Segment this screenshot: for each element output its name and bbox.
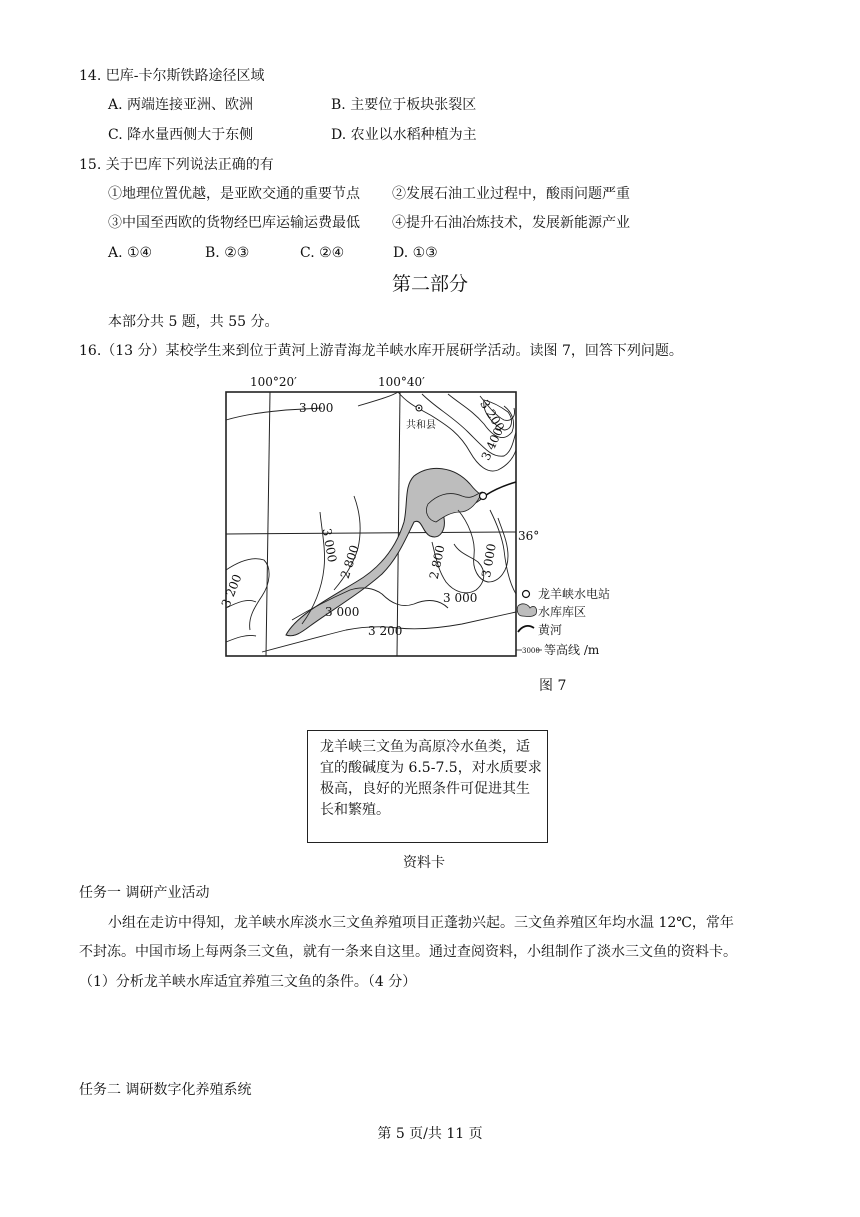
q15-option-d: D. ①③ bbox=[393, 245, 438, 261]
q15-statement-1: ①地理位置优越，是亚欧交通的重要节点 bbox=[108, 186, 360, 202]
q14-option-b: B. 主要位于板块张裂区 bbox=[331, 97, 477, 113]
q15-option-b: B. ②③ bbox=[205, 245, 250, 261]
legend-contour-label: 等高线 /m bbox=[544, 643, 600, 657]
section-title: 第二部分 bbox=[391, 273, 468, 295]
legend-station-icon bbox=[523, 591, 530, 598]
task1-question-1: （1）分析龙羊峡水库适宜养殖三文鱼的条件。（4 分） bbox=[79, 974, 417, 990]
yellow-river bbox=[486, 482, 516, 495]
q15-option-a: A. ①④ bbox=[108, 245, 153, 261]
county-label: 共和县 bbox=[406, 420, 436, 431]
contour-label: 3 000 bbox=[299, 401, 334, 415]
contour-label: 3 200 bbox=[477, 397, 508, 434]
legend-river-label: 黄河 bbox=[538, 623, 563, 637]
q16-stem: 16.（13 分）某校学生来到位于黄河上游青海龙羊峡水库开展研学活动。读图 7，回答下列问题。 bbox=[79, 343, 683, 359]
q15-stem: 15. 关于巴库下列说法正确的有 bbox=[79, 157, 274, 173]
figure-caption: 图 7 bbox=[539, 678, 567, 694]
contour-line bbox=[226, 635, 256, 642]
q14-option-c: C. 降水量西侧大于东侧 bbox=[108, 127, 254, 143]
task1-paragraph-line2: 不封冻。中国市场上每两条三文鱼，就有一条来自这里。通过查阅资料，小组制作了淡水三文鱼的资料卡。 bbox=[79, 944, 737, 960]
contour-label: 3 000 bbox=[319, 527, 340, 564]
legend-station-label: 龙羊峡水电站 bbox=[538, 587, 611, 601]
q14-stem: 14. 巴库-卡尔斯铁路途径区域 bbox=[79, 68, 265, 84]
contour-label: 3 200 bbox=[218, 572, 245, 610]
data-card bbox=[307, 730, 548, 843]
section-intro: 本部分共 5 题，共 55 分。 bbox=[108, 314, 279, 330]
meridian-1 bbox=[266, 392, 270, 656]
contour-label: 3 200 bbox=[368, 624, 403, 638]
q15-statement-3: ③中国至西欧的货物经巴库运输运费最低 bbox=[108, 215, 360, 231]
task2-title: 任务二 调研数字化养殖系统 bbox=[79, 1082, 252, 1098]
task1-title: 任务一 调研产业活动 bbox=[79, 885, 210, 901]
contour-line bbox=[358, 392, 398, 406]
legend-river-icon bbox=[518, 626, 534, 632]
contour-map bbox=[218, 372, 642, 670]
contour-label: 2 800 bbox=[426, 543, 448, 581]
q14-option-d: D. 农业以水稻种植为主 bbox=[331, 127, 477, 143]
parallel-36 bbox=[226, 532, 516, 534]
q14-option-a: A. 两端连接亚洲、欧洲 bbox=[108, 97, 254, 113]
latitude-label: 36° bbox=[518, 529, 540, 543]
contour-label: 3 400 bbox=[478, 425, 506, 463]
q15-statement-4: ④提升石油冶炼技术，发展新能源产业 bbox=[392, 215, 630, 231]
data-card-caption: 资料卡 bbox=[403, 855, 445, 871]
contour-label: 3 000 bbox=[443, 591, 478, 605]
contour-label: 2 800 bbox=[337, 543, 362, 581]
legend-reservoir-label: 水库库区 bbox=[538, 605, 587, 619]
task1-paragraph-line1: 小组在走访中得知，龙羊峡水库淡水三文鱼养殖项目正蓬勃兴起。三文鱼养殖区年均水温 12℃，常年 bbox=[108, 915, 734, 931]
meridian-2 bbox=[397, 392, 400, 656]
longitude-label-2: 100°40′ bbox=[378, 375, 425, 389]
longitude-label-1: 100°20′ bbox=[250, 375, 297, 389]
hydropower-station-marker bbox=[480, 493, 487, 500]
q15-statement-2: ②发展石油工业过程中，酸雨问题严重 bbox=[392, 186, 630, 202]
contour-label: 3 000 bbox=[325, 605, 360, 619]
q15-option-c: C. ②④ bbox=[300, 245, 345, 261]
reservoir-area bbox=[286, 468, 488, 635]
data-card-text: 龙羊峡三文鱼为高原冷水鱼类，适宜的酸碱度为 6.5-7.5，对水质要求极高，良好的光照条件可促进其生长和繁殖。 bbox=[320, 739, 542, 818]
legend-contour-sample: 3000 bbox=[522, 647, 540, 655]
legend-reservoir-icon bbox=[517, 604, 536, 617]
contour-label: 3 000 bbox=[479, 542, 499, 579]
page-number: 第 5 页/共 11 页 bbox=[377, 1126, 483, 1142]
